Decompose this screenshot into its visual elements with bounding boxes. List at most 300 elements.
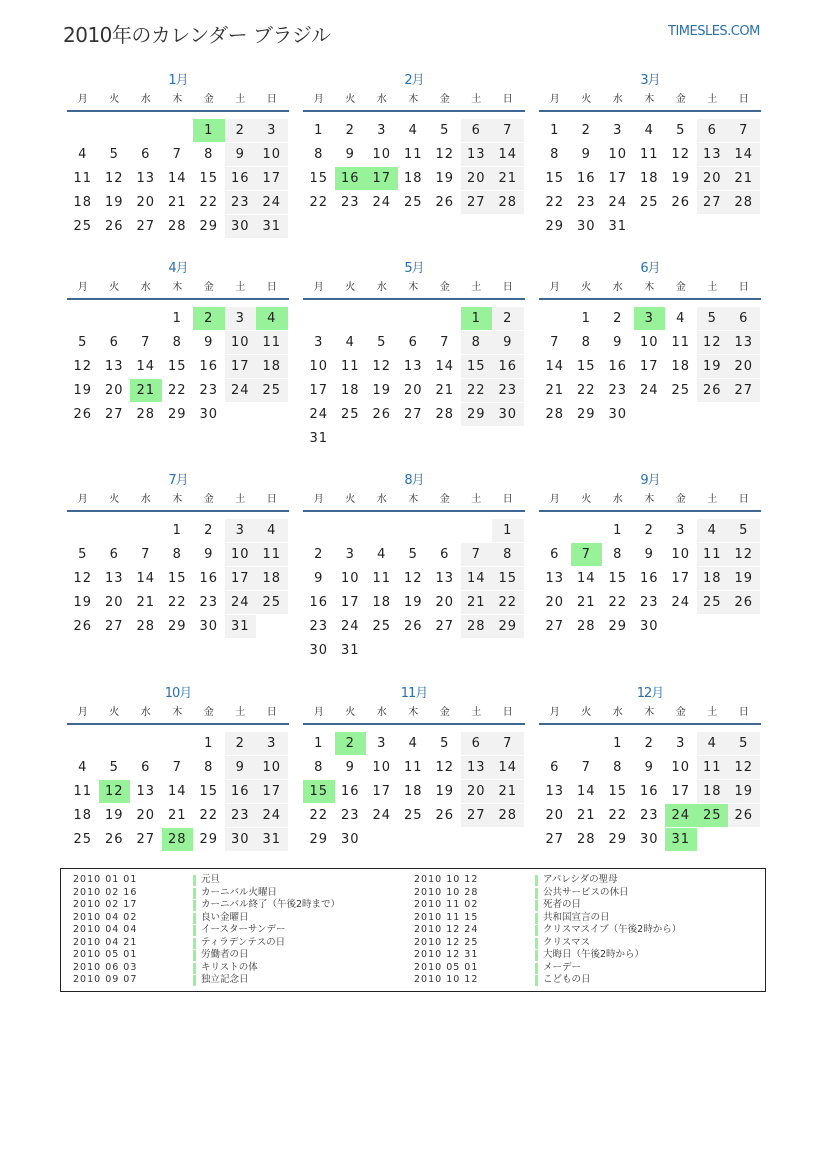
day-cell: 21 <box>167 195 187 210</box>
day-cell: 6 <box>440 547 450 562</box>
holiday-day-cell: 2 <box>335 732 367 755</box>
month-name: 9月 <box>640 473 660 488</box>
day-cell: 1 <box>314 123 324 138</box>
day-cell: 29 <box>576 407 596 422</box>
page-title: 2010年のカレンダー ブラジル <box>63 23 331 47</box>
day-cell: 23 <box>639 595 659 610</box>
holiday-name: ティラデンテスの日 <box>201 936 286 948</box>
day-cell: 10 <box>671 760 691 775</box>
day-cell: 16 <box>199 359 219 374</box>
day-cell: 4 <box>408 123 418 138</box>
day-cell: 3 <box>256 119 288 142</box>
day-cell: 17 <box>608 171 628 186</box>
day-cell: 28 <box>576 832 596 847</box>
day-cell: 21 <box>728 167 760 190</box>
day-cell: 4 <box>676 311 686 326</box>
day-cell: 10 <box>225 331 257 354</box>
day-cell: 7 <box>172 147 182 162</box>
day-cell: 12 <box>435 147 455 162</box>
day-cell: 11 <box>340 359 360 374</box>
day-cell: 6 <box>550 547 560 562</box>
day-cell: 14 <box>576 571 596 586</box>
day-cell: 22 <box>309 195 329 210</box>
day-cell: 4 <box>78 147 88 162</box>
day-cell: 21 <box>576 595 596 610</box>
day-cell: 21 <box>545 383 565 398</box>
day-cell: 24 <box>372 808 392 823</box>
holiday-date: 2010 12 24 <box>414 924 479 935</box>
weekday-label: 月 <box>549 282 560 293</box>
header-rule <box>539 510 761 512</box>
day-cell: 1 <box>492 519 524 542</box>
day-cell: 1 <box>550 123 560 138</box>
weekday-label: 月 <box>313 707 324 718</box>
holiday-day-cell: 24 <box>665 804 697 827</box>
holiday-date: 2010 11 15 <box>414 911 479 923</box>
day-cell: 3 <box>345 547 355 562</box>
day-cell: 4 <box>377 547 387 562</box>
day-cell: 22 <box>545 195 565 210</box>
day-cell: 20 <box>104 595 124 610</box>
day-cell: 13 <box>728 331 760 354</box>
weekday-label: 月 <box>77 282 88 293</box>
weekday-label: 水 <box>140 94 151 105</box>
day-cell: 3 <box>377 123 387 138</box>
day-cell: 21 <box>576 808 596 823</box>
day-cell: 26 <box>403 619 423 634</box>
day-cell: 12 <box>372 359 392 374</box>
day-cell: 16 <box>639 571 659 586</box>
day-cell: 27 <box>545 832 565 847</box>
day-cell: 8 <box>461 331 493 354</box>
day-cell: 7 <box>461 543 493 566</box>
day-cell: 5 <box>78 547 88 562</box>
weekday-label: 月 <box>77 94 88 105</box>
day-cell: 18 <box>73 195 93 210</box>
weekday-label: 日 <box>738 282 749 293</box>
day-cell: 5 <box>109 147 119 162</box>
weekday-label: 火 <box>581 282 592 293</box>
day-cell: 8 <box>314 147 324 162</box>
day-cell: 12 <box>728 756 760 779</box>
day-cell: 5 <box>377 335 387 350</box>
day-cell: 19 <box>104 808 124 823</box>
day-cell: 14 <box>492 143 524 166</box>
day-cell: 22 <box>309 808 329 823</box>
day-cell: 20 <box>461 780 493 803</box>
day-cell: 11 <box>639 147 659 162</box>
holiday-row <box>61 887 761 900</box>
weekday-label: 日 <box>502 494 513 505</box>
weekday-label: 水 <box>140 282 151 293</box>
day-cell: 8 <box>613 547 623 562</box>
day-cell: 19 <box>697 355 729 378</box>
day-cell: 28 <box>461 615 493 638</box>
header-rule <box>67 510 289 512</box>
day-cell: 19 <box>435 171 455 186</box>
day-cell: 15 <box>199 171 219 186</box>
day-cell: 23 <box>309 619 329 634</box>
holiday-date: 2010 02 16 <box>73 886 138 898</box>
day-cell: 12 <box>104 171 124 186</box>
weekday-label: 日 <box>738 707 749 718</box>
day-cell: 6 <box>697 119 729 142</box>
day-cell: 29 <box>492 615 524 638</box>
day-cell: 13 <box>461 756 493 779</box>
day-cell: 5 <box>728 732 760 755</box>
holiday-name: キリストの体 <box>201 961 258 973</box>
holiday-day-cell: 16 <box>335 167 367 190</box>
weekday-label: 金 <box>439 494 450 505</box>
day-cell: 11 <box>403 760 423 775</box>
day-cell: 24 <box>639 383 659 398</box>
day-cell: 3 <box>225 307 257 330</box>
weekday-label: 日 <box>266 282 277 293</box>
day-cell: 6 <box>728 307 760 330</box>
day-cell: 9 <box>613 335 623 350</box>
day-cell: 24 <box>340 619 360 634</box>
holiday-name: こどもの日 <box>543 974 591 985</box>
day-cell: 3 <box>613 123 623 138</box>
day-cell: 22 <box>608 808 628 823</box>
day-cell: 25 <box>403 195 423 210</box>
holiday-row <box>61 874 761 887</box>
header-rule <box>67 298 289 300</box>
day-cell: 22 <box>199 808 219 823</box>
day-cell: 10 <box>256 756 288 779</box>
header-rule <box>67 723 289 725</box>
day-cell: 17 <box>340 595 360 610</box>
day-cell: 4 <box>697 732 729 755</box>
day-cell: 27 <box>461 804 493 827</box>
month-name: 6月 <box>640 261 660 276</box>
weekday-label: 土 <box>235 94 246 105</box>
day-cell: 12 <box>73 571 93 586</box>
day-cell: 29 <box>199 219 219 234</box>
holiday-day-cell: 25 <box>697 804 729 827</box>
day-cell: 25 <box>639 195 659 210</box>
day-cell: 22 <box>167 383 187 398</box>
weekday-label: 月 <box>77 707 88 718</box>
holiday-date: 2010 10 12 <box>414 874 479 885</box>
day-cell: 20 <box>435 595 455 610</box>
day-cell: 14 <box>728 143 760 166</box>
day-cell: 23 <box>576 195 596 210</box>
day-cell: 15 <box>309 171 329 186</box>
day-cell: 11 <box>697 756 729 779</box>
holiday-date: 2010 10 12 <box>414 974 479 985</box>
day-cell: 27 <box>403 407 423 422</box>
day-cell: 27 <box>435 619 455 634</box>
day-cell: 9 <box>345 147 355 162</box>
weekday-label: 水 <box>140 707 151 718</box>
weekday-label: 土 <box>471 94 482 105</box>
day-cell: 2 <box>492 307 524 330</box>
day-cell: 11 <box>256 543 288 566</box>
weekday-label: 火 <box>109 282 120 293</box>
weekday-label: 木 <box>408 707 419 718</box>
weekday-label: 火 <box>345 94 356 105</box>
holiday-name: カーニバル火曜日 <box>201 886 278 898</box>
day-cell: 16 <box>608 359 628 374</box>
day-cell: 20 <box>104 383 124 398</box>
holiday-day-cell: 1 <box>193 119 225 142</box>
day-cell: 13 <box>136 784 156 799</box>
day-cell: 27 <box>104 407 124 422</box>
month-2 <box>303 73 525 253</box>
month-7 <box>67 473 289 653</box>
holiday-list <box>60 868 766 992</box>
day-cell: 16 <box>225 167 257 190</box>
day-cell: 31 <box>256 215 288 238</box>
day-cell: 1 <box>613 736 623 751</box>
day-cell: 16 <box>309 595 329 610</box>
month-name: 10月 <box>164 686 192 701</box>
holiday-day-cell: 17 <box>366 167 398 190</box>
day-cell: 23 <box>199 595 219 610</box>
day-cell: 2 <box>225 732 257 755</box>
day-cell: 15 <box>461 355 493 378</box>
day-cell: 6 <box>408 335 418 350</box>
day-cell: 17 <box>256 780 288 803</box>
day-cell: 14 <box>492 756 524 779</box>
day-cell: 18 <box>403 784 423 799</box>
day-cell: 17 <box>639 359 659 374</box>
day-cell: 11 <box>73 171 93 186</box>
weekday-label: 金 <box>675 707 686 718</box>
weekday-label: 水 <box>376 282 387 293</box>
day-cell: 30 <box>576 219 596 234</box>
weekday-label: 水 <box>376 707 387 718</box>
day-cell: 10 <box>225 543 257 566</box>
day-cell: 19 <box>728 780 760 803</box>
holiday-row <box>61 924 761 937</box>
day-cell: 18 <box>340 383 360 398</box>
day-cell: 27 <box>136 219 156 234</box>
holiday-day-cell: 31 <box>665 828 697 851</box>
day-cell: 8 <box>204 760 214 775</box>
day-cell: 30 <box>199 407 219 422</box>
day-cell: 26 <box>372 407 392 422</box>
day-cell: 2 <box>644 523 654 538</box>
day-cell: 4 <box>345 335 355 350</box>
day-cell: 23 <box>199 383 219 398</box>
day-cell: 28 <box>492 804 524 827</box>
day-cell: 25 <box>403 808 423 823</box>
weekday-label: 金 <box>675 494 686 505</box>
holiday-date: 2010 11 02 <box>414 899 479 910</box>
day-cell: 26 <box>435 195 455 210</box>
day-cell: 7 <box>440 335 450 350</box>
day-cell: 12 <box>73 359 93 374</box>
weekday-label: 木 <box>172 282 183 293</box>
day-cell: 10 <box>372 760 392 775</box>
day-cell: 5 <box>697 307 729 330</box>
holiday-date: 2010 09 07 <box>73 974 138 985</box>
day-cell: 27 <box>104 619 124 634</box>
day-cell: 23 <box>492 379 524 402</box>
header-rule <box>67 110 289 112</box>
weekday-label: 金 <box>203 494 214 505</box>
holiday-date: 2010 10 28 <box>414 886 479 898</box>
weekday-label: 火 <box>109 707 120 718</box>
day-cell: 12 <box>403 571 423 586</box>
day-cell: 19 <box>728 567 760 590</box>
day-cell: 28 <box>167 219 187 234</box>
day-cell: 6 <box>141 760 151 775</box>
day-cell: 29 <box>199 832 219 847</box>
day-cell: 10 <box>639 335 659 350</box>
day-cell: 26 <box>73 407 93 422</box>
day-cell: 1 <box>172 311 182 326</box>
day-cell: 2 <box>345 123 355 138</box>
weekday-label: 水 <box>612 282 623 293</box>
day-cell: 28 <box>545 407 565 422</box>
day-cell: 22 <box>576 383 596 398</box>
header-rule <box>539 298 761 300</box>
day-cell: 1 <box>204 736 214 751</box>
holiday-marker <box>535 975 538 986</box>
holiday-marker <box>535 900 538 911</box>
weekday-label: 土 <box>707 707 718 718</box>
holiday-name: 共和国宣言の日 <box>543 911 610 923</box>
holiday-day-cell: 1 <box>461 307 493 330</box>
day-cell: 21 <box>435 383 455 398</box>
day-cell: 21 <box>492 780 524 803</box>
day-cell: 15 <box>576 359 596 374</box>
brand-link[interactable]: TIMESLES.COM <box>668 24 760 39</box>
holiday-row <box>61 962 761 975</box>
day-cell: 9 <box>225 143 257 166</box>
day-cell: 26 <box>728 591 760 614</box>
weekday-label: 月 <box>77 494 88 505</box>
day-cell: 13 <box>104 359 124 374</box>
weekday-label: 月 <box>549 707 560 718</box>
weekday-label: 土 <box>235 494 246 505</box>
day-cell: 8 <box>172 335 182 350</box>
day-cell: 13 <box>545 784 565 799</box>
day-cell: 22 <box>461 379 493 402</box>
day-cell: 10 <box>340 571 360 586</box>
weekday-label: 火 <box>345 707 356 718</box>
weekday-label: 火 <box>581 494 592 505</box>
day-cell: 27 <box>461 191 493 214</box>
day-cell: 18 <box>671 359 691 374</box>
holiday-name: 元旦 <box>201 874 221 885</box>
month-name: 7月 <box>168 473 188 488</box>
day-cell: 13 <box>545 571 565 586</box>
weekday-label: 木 <box>172 707 183 718</box>
weekday-label: 土 <box>707 494 718 505</box>
weekday-label: 水 <box>376 494 387 505</box>
day-cell: 28 <box>136 619 156 634</box>
holiday-marker <box>535 925 538 936</box>
day-cell: 3 <box>676 736 686 751</box>
weekday-label: 日 <box>502 94 513 105</box>
day-cell: 1 <box>581 311 591 326</box>
day-cell: 30 <box>639 619 659 634</box>
day-cell: 25 <box>256 379 288 402</box>
day-cell: 7 <box>581 760 591 775</box>
day-cell: 16 <box>225 780 257 803</box>
day-cell: 20 <box>545 595 565 610</box>
weekday-label: 水 <box>612 94 623 105</box>
weekday-label: 土 <box>707 94 718 105</box>
day-cell: 14 <box>167 784 187 799</box>
weekday-label: 木 <box>172 94 183 105</box>
day-cell: 17 <box>309 383 329 398</box>
day-cell: 23 <box>608 383 628 398</box>
holiday-date: 2010 04 21 <box>73 936 138 948</box>
day-cell: 20 <box>403 383 423 398</box>
day-cell: 5 <box>728 519 760 542</box>
day-cell: 8 <box>204 147 214 162</box>
day-cell: 25 <box>73 832 93 847</box>
day-cell: 21 <box>461 591 493 614</box>
day-cell: 4 <box>644 123 654 138</box>
month-4 <box>67 261 289 441</box>
day-cell: 9 <box>492 331 524 354</box>
day-cell: 4 <box>697 519 729 542</box>
day-cell: 25 <box>73 219 93 234</box>
holiday-marker <box>535 888 538 899</box>
day-cell: 29 <box>167 407 187 422</box>
weekday-label: 土 <box>471 494 482 505</box>
day-cell: 26 <box>435 808 455 823</box>
day-cell: 12 <box>728 543 760 566</box>
day-cell: 19 <box>671 171 691 186</box>
holiday-date: 2010 05 01 <box>73 949 138 960</box>
day-cell: 13 <box>461 143 493 166</box>
day-cell: 9 <box>345 760 355 775</box>
holiday-date: 2010 06 03 <box>73 961 138 973</box>
day-cell: 26 <box>697 379 729 402</box>
weekday-label: 水 <box>612 494 623 505</box>
month-name: 11月 <box>400 686 428 701</box>
day-cell: 30 <box>225 215 257 238</box>
day-cell: 25 <box>256 591 288 614</box>
day-cell: 16 <box>639 784 659 799</box>
header-rule <box>303 110 525 112</box>
weekday-label: 日 <box>738 494 749 505</box>
day-cell: 24 <box>671 595 691 610</box>
day-cell: 1 <box>613 523 623 538</box>
weekday-label: 火 <box>109 94 120 105</box>
day-cell: 19 <box>435 784 455 799</box>
weekday-label: 水 <box>612 707 623 718</box>
day-cell: 1 <box>172 523 182 538</box>
day-cell: 25 <box>671 383 691 398</box>
holiday-name: カーニバル終了（午後2時まで） <box>201 899 341 910</box>
holiday-name: 労働者の日 <box>201 949 249 960</box>
day-cell: 24 <box>256 191 288 214</box>
day-cell: 9 <box>644 547 654 562</box>
day-cell: 5 <box>676 123 686 138</box>
weekday-label: 金 <box>203 94 214 105</box>
day-cell: 24 <box>225 591 257 614</box>
day-cell: 16 <box>492 355 524 378</box>
day-cell: 29 <box>608 619 628 634</box>
weekday-label: 金 <box>439 282 450 293</box>
weekday-label: 月 <box>313 494 324 505</box>
month-name: 2月 <box>404 73 424 88</box>
weekday-label: 土 <box>471 707 482 718</box>
day-cell: 30 <box>608 407 628 422</box>
header-rule <box>303 723 525 725</box>
month-9 <box>539 473 761 653</box>
month-11 <box>303 686 525 866</box>
day-cell: 2 <box>314 547 324 562</box>
